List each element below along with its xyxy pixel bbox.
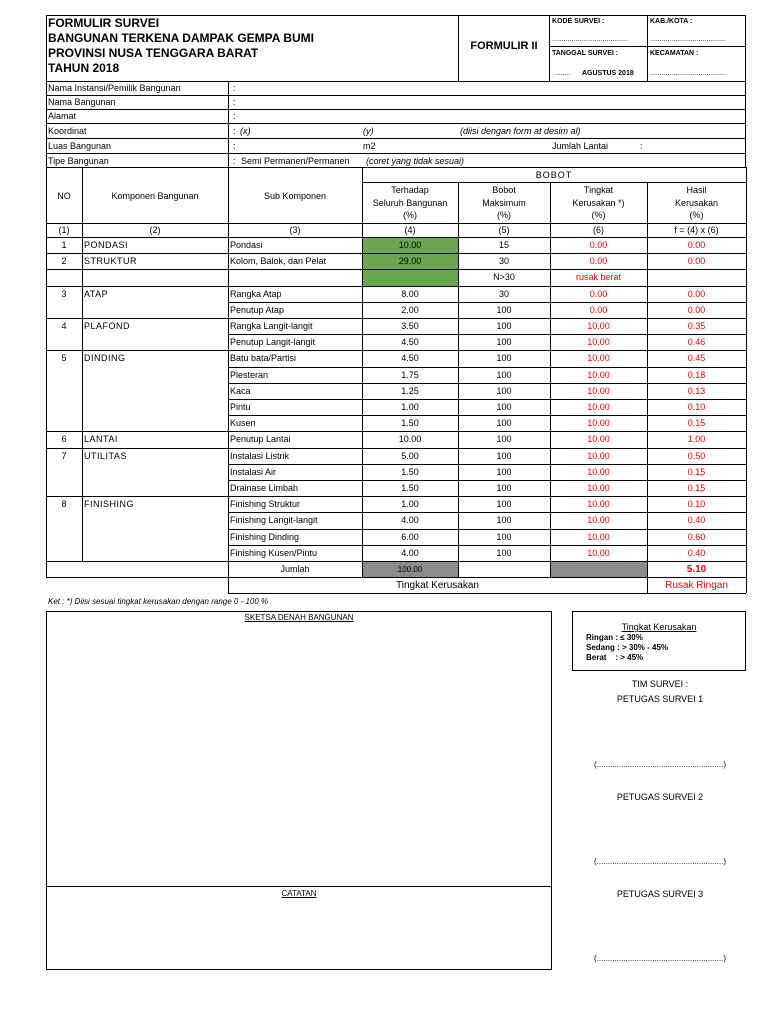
tanggal-survei-label: TANGGAL SURVEI : — [552, 50, 619, 57]
row-bobot-bangunan: 10.00 — [398, 434, 422, 445]
row-tingkat-kerusakan: 0.00 — [589, 304, 608, 315]
col-tingkat-header: (%) — [591, 210, 606, 220]
row-hasil-kerusakan: 0.60 — [687, 531, 706, 542]
row-bobot-bangunan: 3.50 — [401, 321, 419, 331]
row-tingkat-kerusakan: 10.00 — [587, 515, 610, 526]
row-hasil-kerusakan: 0.10 — [687, 402, 706, 412]
row-tingkat-kerusakan: rusak berat — [575, 272, 622, 283]
row-bobot-maksimum: 100 — [496, 531, 512, 542]
tingkat-kerusakan-label: Tingkat Kerusakan — [395, 580, 479, 591]
row-bobot-bangunan: 2.00 — [401, 304, 419, 315]
row-bobot-bangunan: 10.00 — [398, 240, 422, 250]
coord-note: (diisi dengan form at desim al) — [460, 126, 581, 136]
col-index: (1) — [58, 225, 70, 235]
jumlah-value: 100.00 — [397, 565, 423, 574]
row-no: 7 — [61, 450, 67, 461]
sign-line-2: (.........................................................) — [593, 857, 727, 866]
row-sub-komponen: Pondasi — [230, 240, 263, 250]
row-bobot-maksimum: 100 — [496, 499, 512, 510]
row-tingkat-kerusakan: 0.00 — [589, 288, 608, 299]
label-nama-bangunan: Nama Bangunan — [48, 97, 116, 107]
row-bobot-bangunan: 1.00 — [401, 499, 419, 510]
col-terhadap-header: (%) — [403, 210, 417, 220]
row-bobot-bangunan: 4.50 — [401, 353, 419, 364]
form-name: FORMULIR II — [470, 40, 538, 52]
petugas-2: PETUGAS SURVEI 2 — [616, 792, 704, 802]
hasil-total: 5.10 — [686, 564, 707, 575]
row-bobot-maksimum: 100 — [496, 547, 512, 558]
row-hasil-kerusakan: 0.15 — [687, 466, 706, 477]
row-komponen: PONDASI — [84, 240, 129, 250]
row-sub-komponen: Rangka Atap — [230, 288, 282, 299]
weight-highlight — [363, 270, 458, 285]
row-bobot-maksimum: 100 — [496, 466, 512, 477]
col-bobot_maks-header: Maksimum — [482, 197, 526, 208]
row-bobot-bangunan: 4.50 — [401, 337, 419, 348]
row-no: 8 — [61, 499, 67, 510]
row-tingkat-kerusakan: 10.00 — [587, 466, 610, 477]
row-tingkat-kerusakan: 10.00 — [587, 337, 610, 348]
col-hasil-header: Kerusakan — [674, 197, 719, 208]
row-tingkat-kerusakan: 10.00 — [587, 531, 610, 542]
colon: : — [640, 141, 643, 151]
row-bobot-maksimum: 100 — [496, 515, 512, 526]
row-bobot-bangunan: 1.50 — [401, 483, 419, 493]
row-tingkat-kerusakan: 10.00 — [587, 499, 610, 510]
row-tingkat-kerusakan: 0.00 — [589, 240, 608, 250]
col-komponen-header: Komponen Bangunan — [111, 191, 199, 201]
row-tingkat-kerusakan: 10.00 — [587, 547, 610, 558]
form-title-line-3: PROVINSI NUSA TENGGARA BARAT — [48, 46, 259, 60]
col-no-header: NO — [57, 191, 71, 201]
col-hasil-header: Hasil — [686, 185, 707, 195]
row-komponen: STRUKTUR — [84, 256, 137, 267]
colon: : — [233, 111, 236, 121]
row-sub-komponen: Finishing Kusen/Pintu — [230, 547, 318, 558]
row-bobot-maksimum: 100 — [496, 402, 512, 412]
footnote: Ket : *) Diisi sesuai tingkat kerusakan dengan range 0 - 100 % — [48, 597, 269, 606]
row-sub-komponen: Drainase Limbah — [230, 483, 299, 493]
row-sub-komponen: Instalasi Air — [230, 466, 277, 477]
row-bobot-bangunan: 29.00 — [398, 256, 422, 267]
row-sub-komponen: Batu bata/Partisi — [230, 353, 297, 364]
row-sub-komponen: Kaca — [230, 385, 251, 396]
row-hasil-kerusakan: 0.50 — [687, 450, 706, 461]
row-tingkat-kerusakan: 10.00 — [587, 353, 610, 364]
row-hasil-kerusakan: 1.00 — [687, 434, 706, 445]
tingkat-kerusakan-value: Rusak Ringan — [665, 580, 728, 591]
row-bobot-maksimum: 15 — [498, 240, 509, 250]
luas-unit: m2 — [363, 141, 376, 151]
row-tingkat-kerusakan: 10.00 — [587, 402, 610, 412]
row-sub-komponen: Kusen — [230, 418, 256, 429]
row-bobot-bangunan: 1.00 — [401, 402, 419, 412]
row-hasil-kerusakan: 0.13 — [687, 385, 706, 396]
row-komponen: UTILITAS — [84, 450, 127, 461]
row-bobot-maksimum: 100 — [496, 483, 512, 493]
label-nama-instansi: Nama Instansi/Pemilik Bangunan — [48, 83, 181, 93]
row-bobot-maksimum: 100 — [496, 418, 512, 429]
row-hasil-kerusakan: 0.40 — [687, 547, 706, 558]
total-highlight — [551, 562, 647, 577]
row-komponen: DINDING — [84, 353, 126, 364]
row-tingkat-kerusakan: 10.00 — [587, 483, 610, 493]
row-hasil-kerusakan: 0.46 — [687, 337, 706, 348]
row-tingkat-kerusakan: 0.00 — [589, 256, 608, 267]
colon: : — [233, 156, 236, 166]
row-hasil-kerusakan: 0.00 — [687, 304, 706, 315]
row-bobot-maksimum: 30 — [498, 256, 509, 267]
legend-title: Tingkat Kerusakan — [621, 622, 697, 632]
col-bobot_maks-header: (%) — [497, 210, 511, 220]
row-sub-komponen: Penutup Lantai — [230, 434, 291, 445]
row-komponen: ATAP — [84, 288, 109, 299]
row-hasil-kerusakan: 0.00 — [687, 240, 706, 250]
col-sub-header: Sub Komponen — [263, 191, 327, 201]
coord-x-label: (x) — [240, 126, 251, 136]
row-bobot-maksimum: 100 — [496, 321, 512, 331]
row-hasil-kerusakan: 0.45 — [687, 353, 706, 364]
row-no: 4 — [61, 321, 67, 331]
colon: : — [233, 141, 236, 151]
kec-dots: ....................................... — [650, 70, 726, 77]
row-bobot-bangunan: 1.75 — [401, 369, 419, 380]
row-no: 5 — [61, 353, 67, 364]
row-no: 2 — [61, 256, 67, 267]
tim-survei-title: TIM SURVEI : — [631, 679, 689, 689]
row-bobot-bangunan: 1.50 — [401, 466, 419, 477]
legend-berat: Berat : > 45% — [586, 653, 644, 662]
colon: : — [233, 126, 236, 136]
jumlah-lantai-label: Jumlah Lantai — [552, 141, 609, 151]
tanggal-value: AGUSTUS 2018 — [582, 70, 634, 77]
row-tingkat-kerusakan: 10.00 — [587, 321, 610, 331]
row-sub-komponen: Pintu — [230, 402, 251, 412]
row-no: 1 — [61, 240, 67, 250]
colon: : — [233, 83, 236, 93]
row-hasil-kerusakan: 0.15 — [687, 418, 706, 429]
row-hasil-kerusakan: 0.15 — [687, 483, 706, 493]
row-bobot-maksimum: 100 — [496, 369, 512, 380]
row-bobot-maksimum: 30 — [498, 288, 509, 299]
col-tingkat-header: Tingkat — [583, 185, 614, 195]
label-alamat: Alamat — [48, 111, 77, 121]
legend-ringan: Ringan : ≤ 30% — [586, 633, 643, 642]
row-sub-komponen: Finishing Langit-langit — [230, 515, 318, 526]
kab-kota-label: KAB./KOTA : — [650, 18, 693, 25]
row-bobot-bangunan: 4.00 — [401, 547, 419, 558]
col-index: (3) — [289, 225, 301, 235]
col-index: (6) — [593, 225, 604, 235]
row-tingkat-kerusakan: 10.00 — [587, 450, 610, 461]
col-tingkat-header: Kerusakan *) — [572, 197, 625, 208]
kode-survei-label: KODE SURVEI : — [552, 18, 605, 25]
row-hasil-kerusakan: 0.40 — [687, 515, 706, 526]
row-sub-komponen: Instalasi Listrik — [230, 450, 290, 461]
jumlah-label: Jumlah — [280, 564, 310, 574]
petugas-1: PETUGAS SURVEI 1 — [616, 694, 704, 704]
label-koordinat: Koordinat — [48, 126, 87, 136]
sign-line-1: (.........................................................) — [593, 760, 727, 769]
tipe-note: (coret yang tidak sesuai) — [366, 156, 465, 166]
row-bobot-bangunan: 4.00 — [401, 515, 419, 526]
label-tipe: Tipe Bangunan — [48, 156, 109, 166]
kode-dots: ....................................... — [552, 36, 628, 43]
legend-sedang: Sedang : > 30% - 45% — [586, 643, 669, 652]
row-sub-komponen: Penutup Langit-langit — [230, 337, 316, 348]
row-sub-komponen: Kolom, Balok, dan Pelat — [230, 256, 327, 267]
row-hasil-kerusakan: 0.00 — [687, 256, 706, 267]
row-no: 6 — [61, 434, 67, 445]
form-title-line-1: FORMULIR SURVEI — [48, 16, 160, 30]
sketsa-box — [46, 611, 552, 970]
col-hasil-header: (%) — [689, 210, 704, 220]
row-hasil-kerusakan: 0.18 — [687, 369, 706, 380]
col-index: (5) — [498, 225, 510, 235]
row-sub-komponen: Plesteran — [230, 369, 269, 380]
row-bobot-bangunan: 5.00 — [401, 450, 419, 461]
row-bobot-maksimum: 100 — [496, 450, 512, 461]
row-bobot-bangunan: 6.00 — [401, 531, 419, 542]
row-bobot-maksimum: 100 — [496, 434, 512, 445]
bobot-header: BOBOT — [535, 170, 573, 180]
row-bobot-bangunan: 1.25 — [401, 385, 419, 396]
row-sub-komponen: Finishing Dinding — [230, 531, 300, 542]
row-komponen: PLAFOND — [84, 321, 131, 331]
label-luas: Luas Bangunan — [48, 141, 112, 151]
col-terhadap-header: Seluruh Bangunan — [372, 197, 448, 208]
coord-y-label: (y) — [363, 126, 374, 136]
col-index: (4) — [404, 225, 416, 235]
row-bobot-maksimum: N>30 — [493, 272, 515, 283]
col-terhadap-header: Terhadap — [391, 185, 429, 195]
tipe-value: Semi Permanen/Permanen — [241, 156, 350, 166]
kab-dots: ....................................... — [650, 36, 726, 43]
row-hasil-kerusakan: 0.10 — [687, 499, 706, 510]
sketsa-title: SKETSA DENAH BANGUNAN — [244, 613, 354, 622]
row-bobot-maksimum: 100 — [496, 353, 512, 364]
col-index: f = (4) x (6) — [674, 225, 719, 235]
row-komponen: FINISHING — [84, 499, 135, 510]
row-tingkat-kerusakan: 10.00 — [587, 418, 610, 429]
col-index: (2) — [149, 225, 161, 235]
row-sub-komponen: Rangka Langit-langit — [230, 321, 313, 331]
row-bobot-bangunan: 8.00 — [401, 288, 419, 299]
form-title-line-4: TAHUN 2018 — [48, 61, 120, 75]
col-bobot_maks-header: Bobot — [492, 185, 516, 195]
row-komponen: LANTAI — [84, 434, 118, 445]
row-hasil-kerusakan: 0.00 — [687, 288, 706, 299]
petugas-3: PETUGAS SURVEI 3 — [616, 889, 704, 899]
colon: : — [233, 97, 236, 107]
row-no: 3 — [61, 288, 67, 299]
catatan-title: CATATAN — [281, 889, 317, 898]
tanggal-dots: ........ — [555, 70, 571, 77]
row-sub-komponen: Penutup Atap — [230, 304, 285, 315]
row-hasil-kerusakan: 0.35 — [687, 321, 706, 331]
row-bobot-maksimum: 100 — [496, 304, 512, 315]
kecamatan-label: KECAMATAN : — [650, 50, 699, 57]
row-tingkat-kerusakan: 10.00 — [587, 434, 610, 445]
form-title-line-2: BANGUNAN TERKENA DAMPAK GEMPA BUMI — [48, 31, 314, 45]
sign-line-3: (.........................................................) — [593, 954, 727, 963]
row-bobot-maksimum: 100 — [496, 385, 512, 396]
row-tingkat-kerusakan: 10.00 — [587, 369, 610, 380]
row-bobot-bangunan: 1.50 — [401, 418, 419, 429]
row-tingkat-kerusakan: 10.00 — [587, 385, 610, 396]
row-sub-komponen: Finishing Struktur — [230, 499, 301, 510]
row-bobot-maksimum: 100 — [496, 337, 512, 348]
